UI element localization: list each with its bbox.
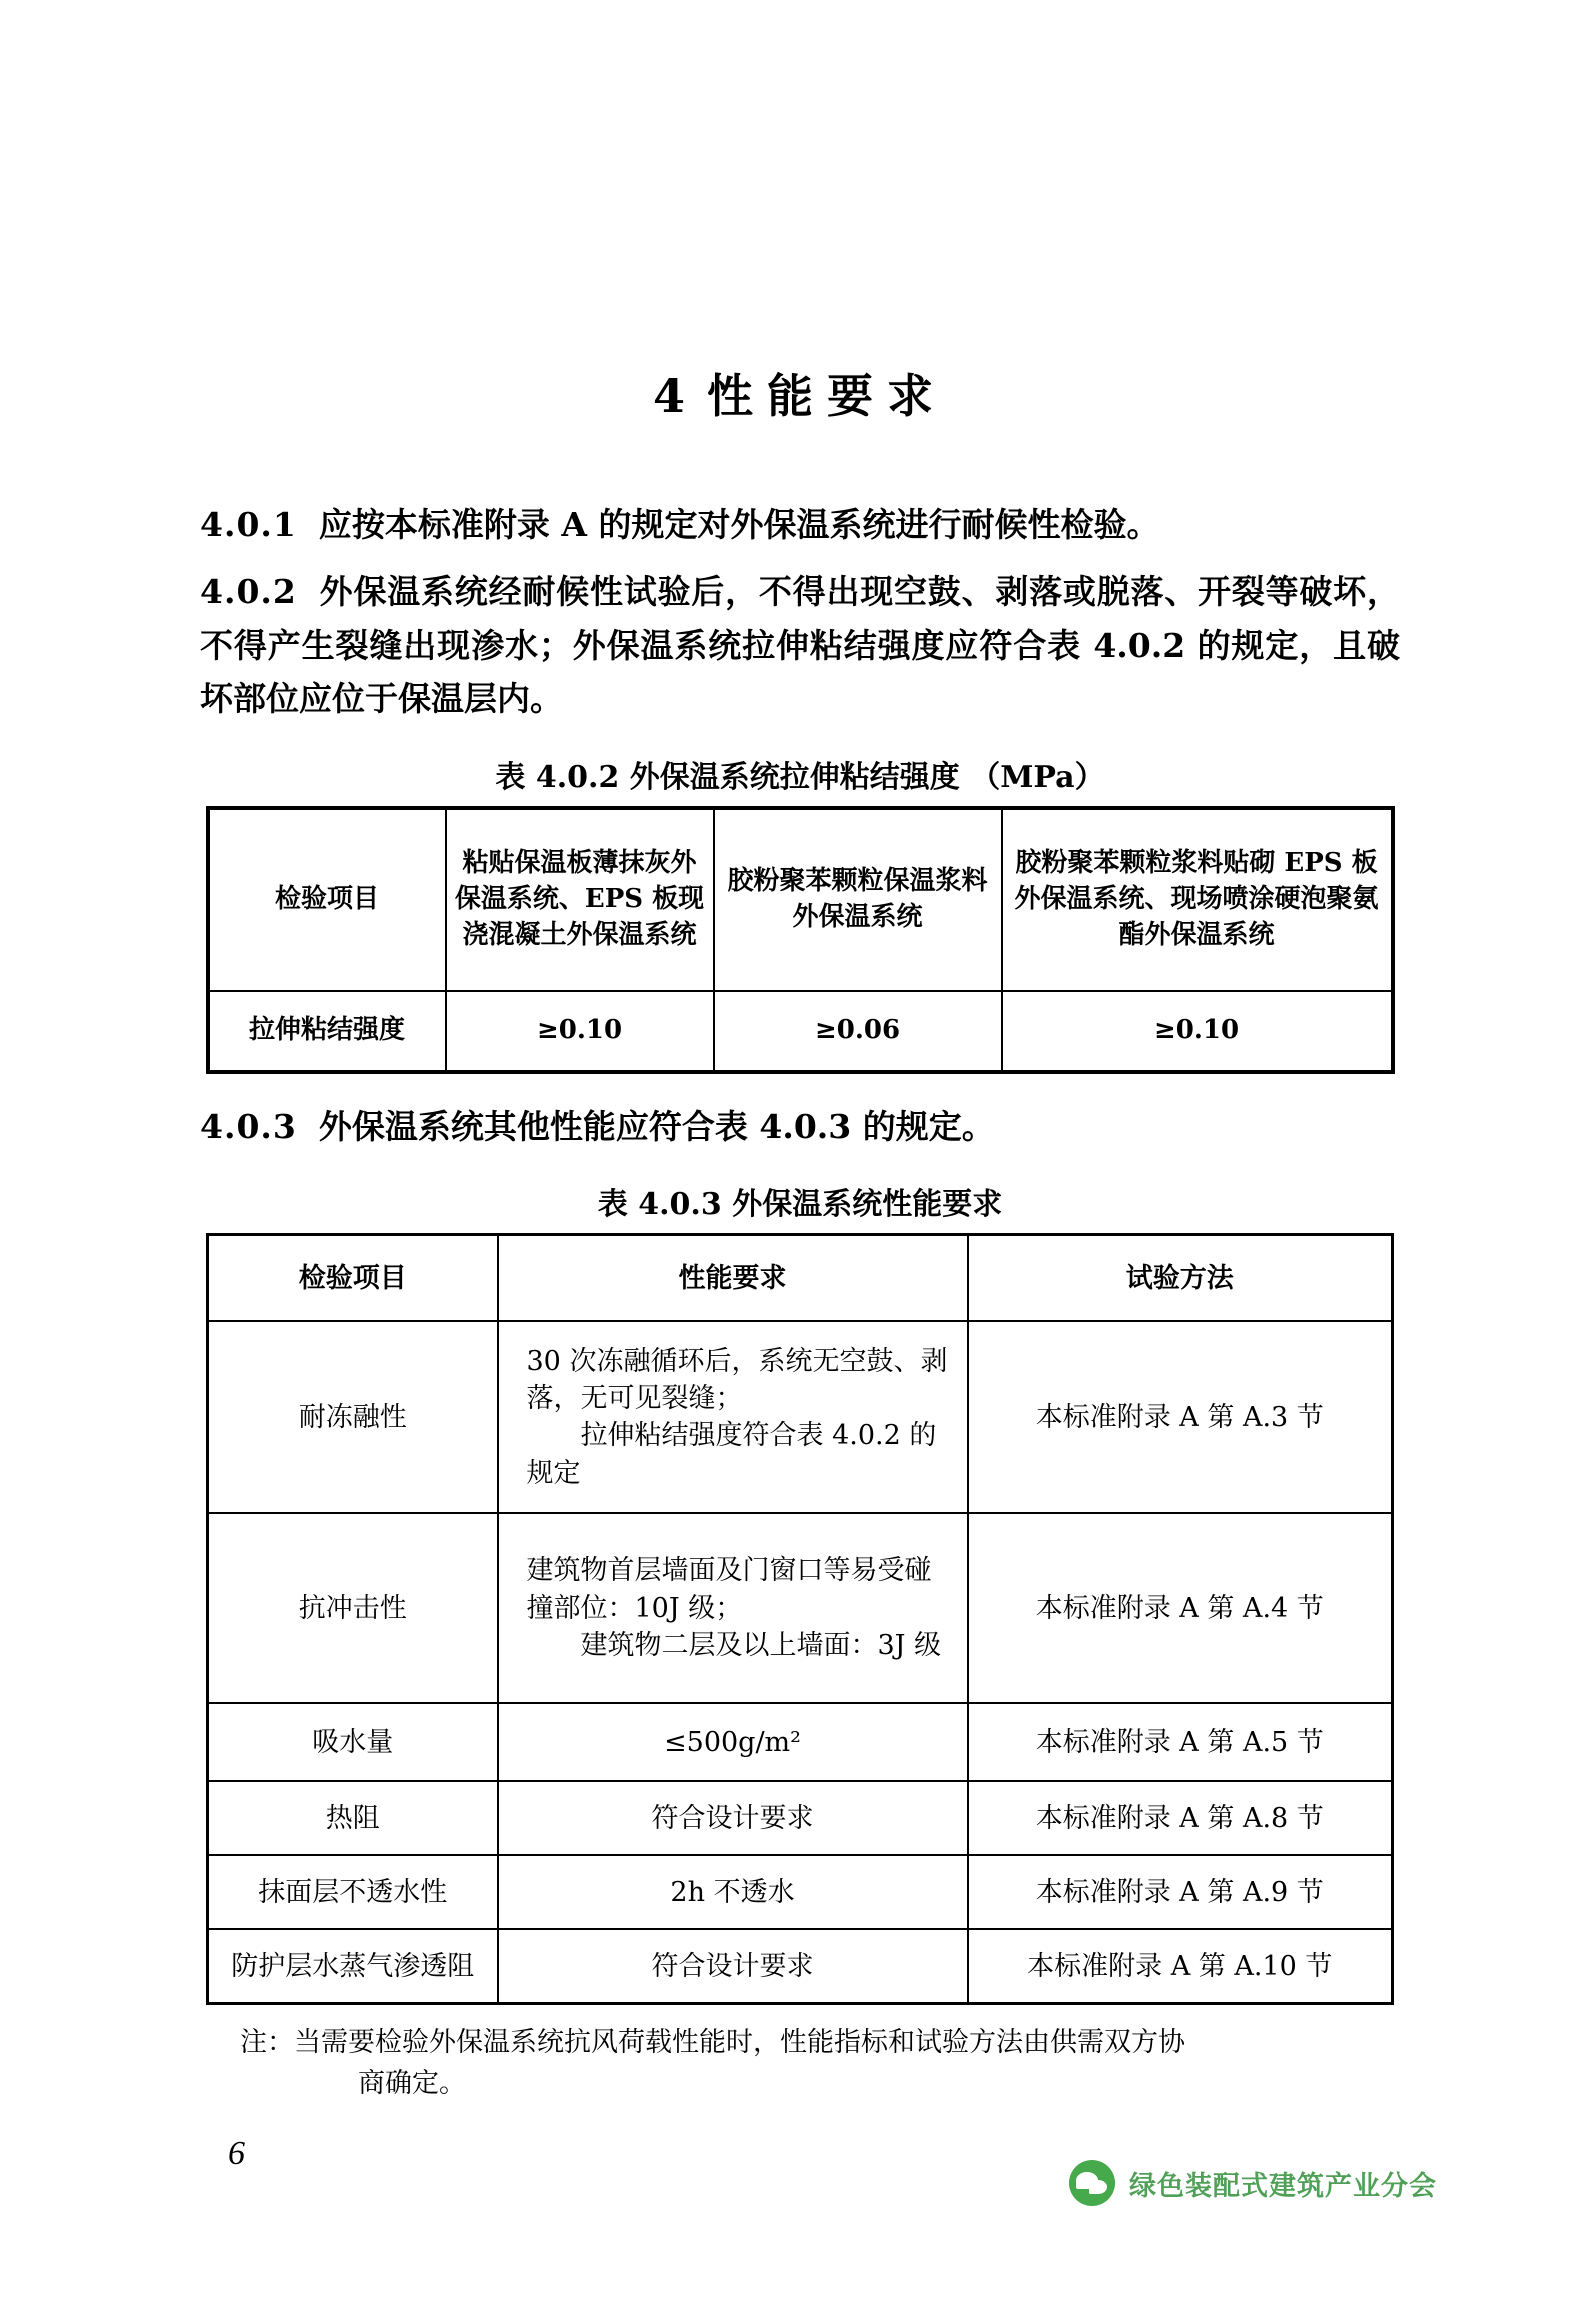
clause-number: 4.0.2 — [200, 572, 297, 612]
table-403-row-1-method: 本标准附录 A 第 A.4 节 — [968, 1513, 1393, 1703]
table-403-row-0-item: 耐冻融性 — [208, 1321, 498, 1513]
table-row — [208, 1321, 1393, 1513]
table-row — [208, 1513, 1393, 1703]
table-403-row-5-requirement: 符合设计要求 — [498, 1929, 968, 2004]
page-content — [200, 360, 1400, 2104]
table-402 — [206, 806, 1395, 1074]
page-number: 6 — [228, 2135, 245, 2172]
note-first-line — [240, 2023, 1400, 2064]
table-403-note — [240, 2023, 1400, 2104]
table-403-row-4-requirement: 2h 不透水 — [498, 1855, 968, 1929]
table-402-row-item: 拉伸粘结强度 — [208, 991, 446, 1072]
chapter-number: 4 — [652, 369, 707, 423]
table-row — [208, 991, 1393, 1072]
clause-number: 4.0.1 — [200, 505, 297, 544]
requirement-line: 拉伸粘结强度符合表 4.0.2 的规定 — [526, 1420, 937, 1489]
table-402-header-3: 胶粉聚苯颗粒浆料贴砌 EPS 板外保温系统、现场喷涂硬泡聚氨酯外保温系统 — [1002, 808, 1393, 991]
table-402-row-value-2: ≥0.10 — [1002, 991, 1393, 1072]
clause-text: 应按本标准附录 A 的规定对外保温系统进行耐候性检验。 — [318, 505, 1160, 544]
footer-watermark — [1069, 2160, 1437, 2206]
table-403-row-0-requirement — [498, 1321, 968, 1513]
clause-4-0-1 — [200, 498, 1400, 551]
table-403-row-5-item: 防护层水蒸气渗透阻 — [208, 1929, 498, 2004]
table-403-row-4-item: 抹面层不透水性 — [208, 1855, 498, 1929]
table-row — [208, 1703, 1393, 1781]
table-row-header — [208, 808, 1393, 991]
clause-4-0-2 — [200, 565, 1400, 725]
page-title — [200, 360, 1400, 426]
table-403-row-2-requirement: ≤500g/m² — [498, 1703, 968, 1781]
table-403-header-2: 试验方法 — [968, 1235, 1393, 1322]
table-403-row-3-requirement: 符合设计要求 — [498, 1781, 968, 1855]
table-403-caption: 表 4.0.3 外保温系统性能要求 — [597, 1187, 1003, 1223]
table-403-row-4-method: 本标准附录 A 第 A.9 节 — [968, 1855, 1393, 1929]
requirement-line: 建筑物二层及以上墙面：3J 级 — [580, 1629, 942, 1661]
table-403-header-0: 检验项目 — [208, 1235, 498, 1322]
clause-text: 外保温系统经耐候性试验后，不得出现空鼓、剥落或脱落、开裂等破坏，不得产生裂缝出现渗水；外保温系统拉伸粘结强度应符合表 4.0.2 的规定，且破坏部位应位于保温层内。 — [200, 572, 1400, 719]
table-402-row-value-1: ≥0.06 — [714, 991, 1002, 1072]
table-402-row-value-0: ≥0.10 — [446, 991, 714, 1072]
table-row — [208, 1929, 1393, 2004]
clause-text: 外保温系统其他性能应符合表 4.0.3 的规定。 — [318, 1106, 995, 1146]
table-402-header-0: 检验项目 — [208, 808, 446, 991]
brand-label: 绿色装配式建筑产业分会 — [1129, 2170, 1437, 2202]
table-403-row-1-item: 抗冲击性 — [208, 1513, 498, 1703]
table-403-header-1: 性能要求 — [498, 1235, 968, 1322]
table-402-caption: 表 4.0.2 外保温系统拉伸粘结强度 （MPa） — [495, 759, 1105, 795]
table-403-row-5-method: 本标准附录 A 第 A.10 节 — [968, 1929, 1393, 2004]
table-row — [208, 1855, 1393, 1929]
note-text: 当需要检验外保温系统抗风荷载性能时，性能指标和试验方法由供需双方协 — [294, 2027, 1185, 2059]
table-403-row-2-method: 本标准附录 A 第 A.5 节 — [968, 1703, 1393, 1781]
table-403-row-3-method: 本标准附录 A 第 A.8 节 — [968, 1781, 1393, 1855]
table-402-header-1: 粘贴保温板薄抹灰外保温系统、EPS 板现浇混凝土外保温系统 — [446, 808, 714, 991]
chapter-title-text: 性能要求 — [707, 369, 947, 423]
table-403-row-3-item: 热阻 — [208, 1781, 498, 1855]
table-402-header-2: 胶粉聚苯颗粒保温浆料外保温系统 — [714, 808, 1002, 991]
note-label: 注： — [240, 2027, 294, 2059]
table-row — [208, 1781, 1393, 1855]
requirement-line: 30 次冻融循环后，系统无空鼓、剥落，无可见裂缝； — [526, 1345, 948, 1415]
table-403 — [206, 1233, 1394, 2005]
table-row-header — [208, 1235, 1393, 1322]
table-403-row-1-requirement — [498, 1513, 968, 1703]
wechat-icon — [1069, 2160, 1115, 2206]
note-text-cont: 商确定。 — [358, 2067, 466, 2099]
requirement-line: 建筑物首层墙面及门窗口等易受碰撞部位：10J 级； — [526, 1555, 932, 1624]
clause-4-0-3 — [200, 1100, 1400, 1153]
table-403-row-2-item: 吸水量 — [208, 1703, 498, 1781]
table-403-row-0-method: 本标准附录 A 第 A.3 节 — [968, 1321, 1393, 1513]
clause-number: 4.0.3 — [200, 1106, 297, 1146]
